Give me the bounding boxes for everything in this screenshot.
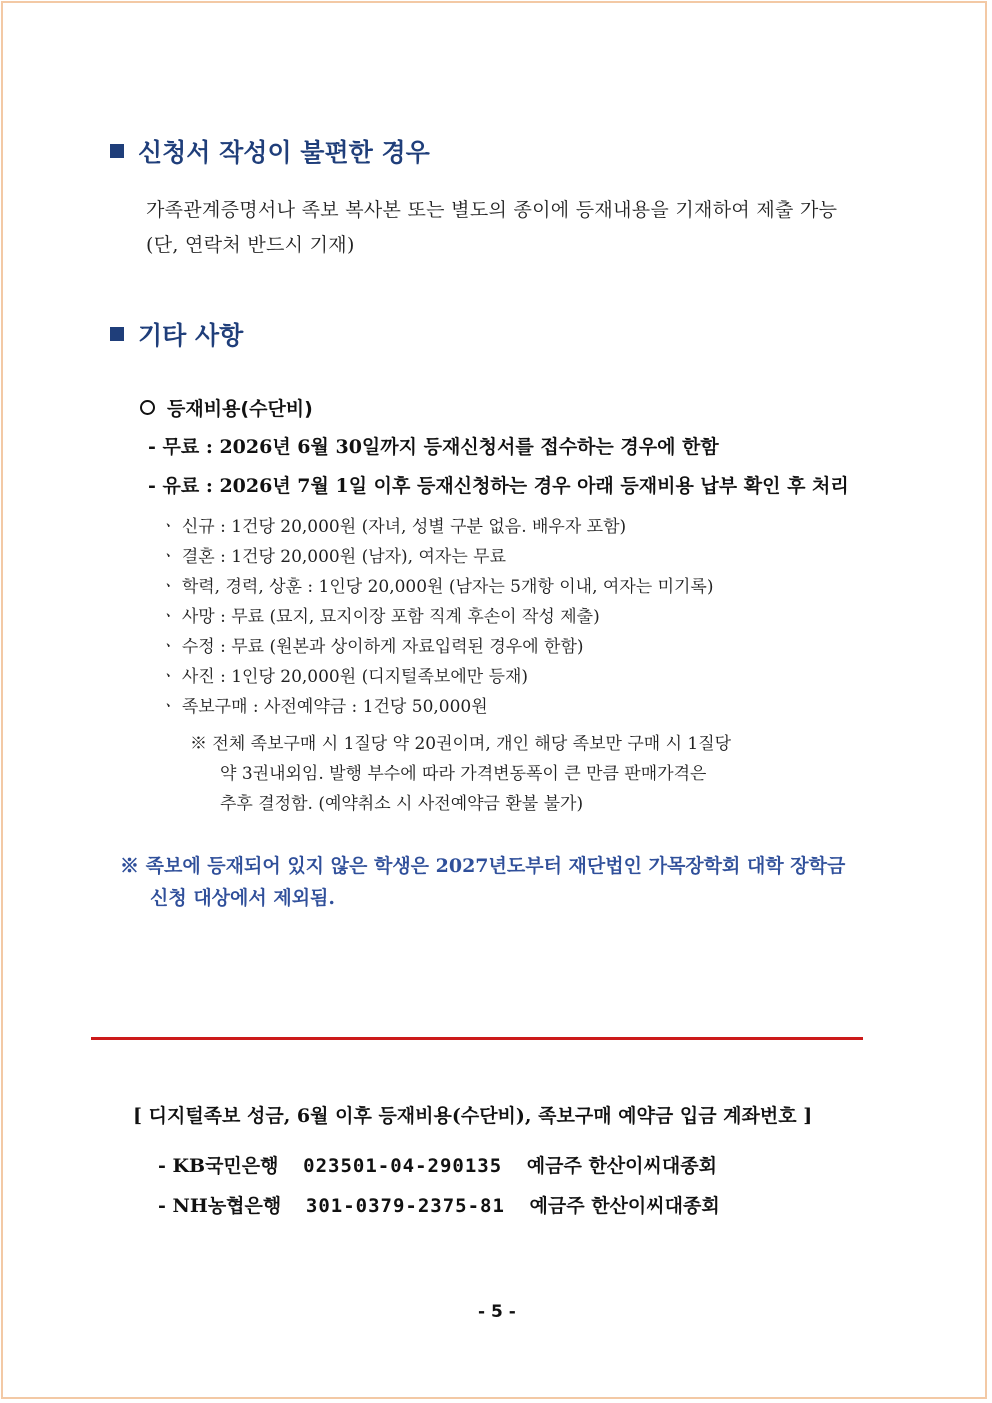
account-row (158, 1151, 717, 1178)
fee-item: ㆍ 결혼 : 1건당 20,000원 (남자), 여자는 무료 (160, 547, 507, 567)
circle-bullet-icon (140, 400, 155, 415)
fee-item: ㆍ 사진 : 1인당 20,000원 (디지털족보에만 등재) (160, 667, 529, 687)
account-holder: 예금주 한산이씨대종회 (526, 1155, 717, 1177)
purchase-note-line: 약 3권내외임. 발행 부수에 따라 가격변동폭이 큰 만큼 판매가격은 (220, 764, 707, 784)
square-bullet-icon (110, 327, 124, 341)
account-number: 023501-04-290135 (303, 1155, 503, 1177)
fee-item: ㆍ 학력, 경력, 상훈 : 1인당 20,000원 (남자는 5개항 이내, 여자는 미기록) (160, 577, 714, 597)
free-fee-line: - 무료 : 2026년 6월 30일까지 등재신청서를 접수하는 경우에 한함 (148, 436, 719, 458)
fee-subheading (140, 394, 313, 421)
paragraph-line: 가족관계증명서나 족보 복사본 또는 별도의 종이에 등재내용을 기재하여 제출 가능 (146, 199, 838, 221)
section-heading-application (110, 133, 430, 169)
page-number: - 5 - (478, 1302, 516, 1322)
purchase-note-line: 추후 결정함. (예약취소 시 사전예약금 환불 불가) (220, 794, 584, 814)
section-heading-other (110, 316, 243, 352)
section-heading-text: 기타 사항 (138, 321, 244, 350)
fee-item: ㆍ 수정 : 무료 (원본과 상이하게 자료입력된 경우에 한함) (160, 637, 584, 657)
square-bullet-icon (110, 144, 124, 158)
scholarship-warning-line: ※ 족보에 등재되어 있지 않은 학생은 2027년도부터 재단법인 가목장학회 대학 장학금 (120, 855, 846, 877)
paragraph-line: (단, 연락처 반드시 기재) (146, 234, 355, 256)
bank-name: - NH농협은행 (158, 1195, 282, 1217)
account-row (158, 1191, 720, 1218)
fee-item: ㆍ 족보구매 : 사전예약금 : 1건당 50,000원 (160, 697, 488, 717)
account-title: [ 디지털족보 성금, 6월 이후 등재비용(수단비), 족보구매 예약금 입금 계좌번호 ] (133, 1105, 813, 1127)
fee-item: ㆍ 사망 : 무료 (묘지, 묘지이장 포함 직계 후손이 작성 제출) (160, 607, 600, 627)
bank-name: - KB국민은행 (158, 1155, 279, 1177)
account-holder: 예금주 한산이씨대종회 (529, 1195, 720, 1217)
account-number: 301-0379-2375-81 (305, 1195, 505, 1217)
fee-item: ㆍ 신규 : 1건당 20,000원 (자녀, 성별 구분 없음. 배우자 포함) (160, 517, 627, 537)
paid-fee-line: - 유료 : 2026년 7월 1일 이후 등재신청하는 경우 아래 등재비용 납부 확인 후 처리 (148, 475, 849, 497)
subheading-text: 등재비용(수단비) (167, 398, 313, 420)
divider-rule (91, 1037, 863, 1040)
scholarship-warning-line: 신청 대상에서 제외됨. (150, 887, 336, 909)
section-heading-text: 신청서 작성이 불편한 경우 (138, 138, 430, 167)
purchase-note-line: ※ 전체 족보구매 시 1질당 약 20권이며, 개인 해당 족보만 구매 시 1질당 (190, 734, 732, 754)
